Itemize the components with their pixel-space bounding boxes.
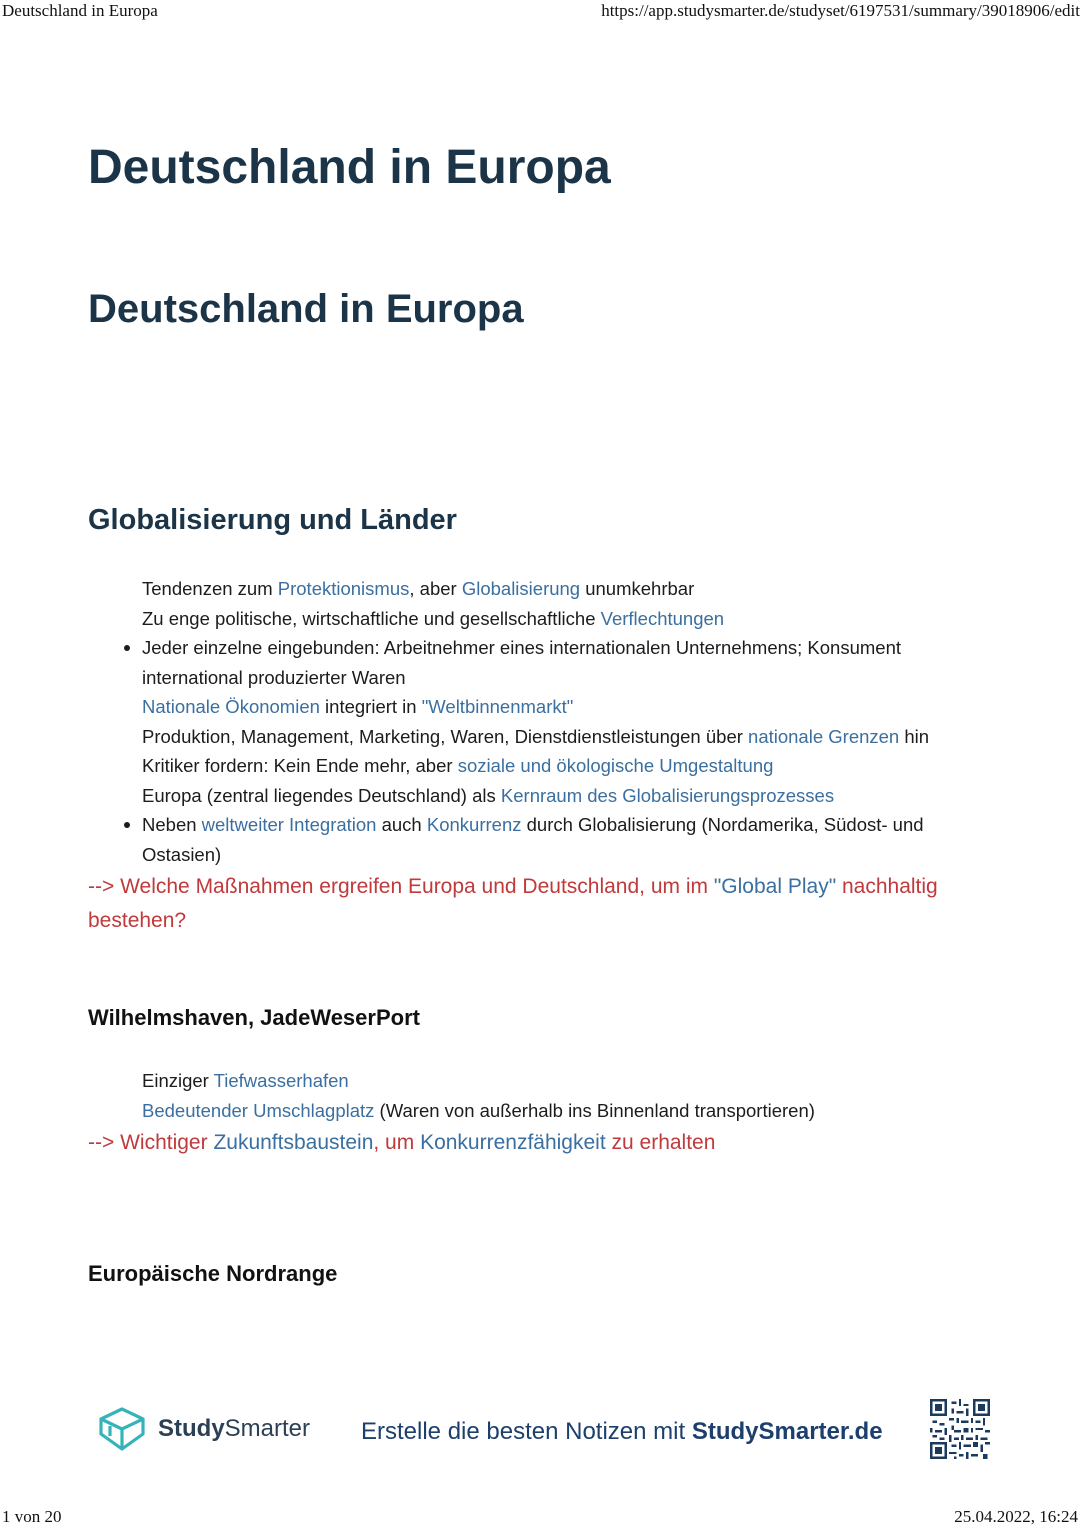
studysmarter-brand[interactable] (96, 1406, 310, 1452)
browser-page-title: Deutschland in Europa (2, 1, 158, 20)
term-link[interactable]: nationale Grenzen (748, 725, 900, 747)
term-link[interactable]: weltweiter Integration (201, 814, 377, 835)
list-item: Einziger Tiefwasserhafen (142, 1066, 996, 1096)
list-item: Neben weltweiter Integration auch Konkurrenz durch Globalisierung (Nordamerika, Südost- und Ostasien) (142, 810, 996, 869)
globalisierung-bullet-list (88, 574, 996, 869)
wilhelmshaven-bullet-list (88, 1066, 996, 1125)
term-link[interactable]: Protektionismus (277, 578, 410, 599)
brand-wordmark: StudySmarter (158, 1415, 311, 1442)
term-link[interactable]: Bedeutender Umschlagplatz (142, 1099, 375, 1121)
qr-code-icon[interactable] (930, 1399, 990, 1459)
studysmarter-cube-icon (96, 1406, 148, 1452)
section-heading-wilhelmshaven: Wilhelmshaven, JadeWeserPort (88, 1005, 420, 1030)
term-link[interactable]: Tiefwasserhafen (213, 1070, 349, 1091)
term-link[interactable]: Nationale Ökonomien (142, 696, 320, 717)
list-item: Bedeutender Umschlagplatz (Waren von außerhalb ins Binnenland transportieren) (142, 1096, 996, 1126)
list-item: Europa (zentral liegendes Deutschland) als Kernraum des Globalisierungsprozesses (142, 781, 996, 811)
list-item: Produktion, Management, Marketing, Waren, Dienstdienstleistungen über nationale Grenzen hin (142, 722, 996, 752)
term-link[interactable]: Globalisierung (461, 578, 581, 599)
section-heading-globalisierung: Globalisierung und Länder (88, 504, 457, 536)
term-link[interactable]: "Weltbinnenmarkt" (421, 696, 574, 717)
term-link[interactable]: Kernraum des Globalisierungsprozesses (500, 784, 835, 806)
list-item: Tendenzen zum Protektionismus, aber Globalisierung unumkehrbar (142, 574, 996, 604)
browser-url[interactable]: https://app.studysmarter.de/studyset/6197531/summary/39018906/edit (601, 1, 1080, 20)
list-item: Kritiker fordern: Kein Ende mehr, aber soziale und ökologische Umgestaltung (142, 751, 996, 781)
term-link[interactable]: "Global Play" (713, 875, 837, 898)
term-link[interactable]: Zukunftsbaustein (213, 1131, 374, 1154)
document-title: Deutschland in Europa (88, 141, 611, 194)
wilhelmshaven-conclusion: --> Wichtiger Zukunftsbaustein, um Konkurrenzfähigkeit zu erhalten (88, 1131, 716, 1154)
list-item: Zu enge politische, wirtschaftliche und gesellschaftliche Verflechtungen (142, 604, 996, 634)
promo-slogan[interactable]: Erstelle die besten Notizen mit StudySmarter.de (361, 1418, 883, 1445)
section-heading-nordrange: Europäische Nordrange (88, 1261, 338, 1286)
list-item: Nationale Ökonomien integriert in "Weltbinnenmarkt" (142, 692, 996, 722)
document-subtitle: Deutschland in Europa (88, 287, 524, 331)
print-datetime: 25.04.2022, 16:24 (954, 1507, 1078, 1526)
term-link[interactable]: Konkurrenz (426, 814, 522, 835)
term-link[interactable]: soziale und ökologische Umgestaltung (457, 755, 774, 776)
term-link[interactable]: Konkurrenzfähigkeit (420, 1131, 606, 1154)
globalisierung-question: --> Welche Maßnahmen ergreifen Europa und Deutschland, um im "Global Play" nachhaltig bestehen? (88, 875, 938, 932)
term-link[interactable]: Verflechtungen (600, 607, 725, 629)
list-item: Jeder einzelne eingebunden: Arbeitnehmer eines internationalen Unternehmens; Konsument international produzierter Waren (142, 633, 996, 692)
page-counter: 1 von 20 (2, 1507, 62, 1526)
